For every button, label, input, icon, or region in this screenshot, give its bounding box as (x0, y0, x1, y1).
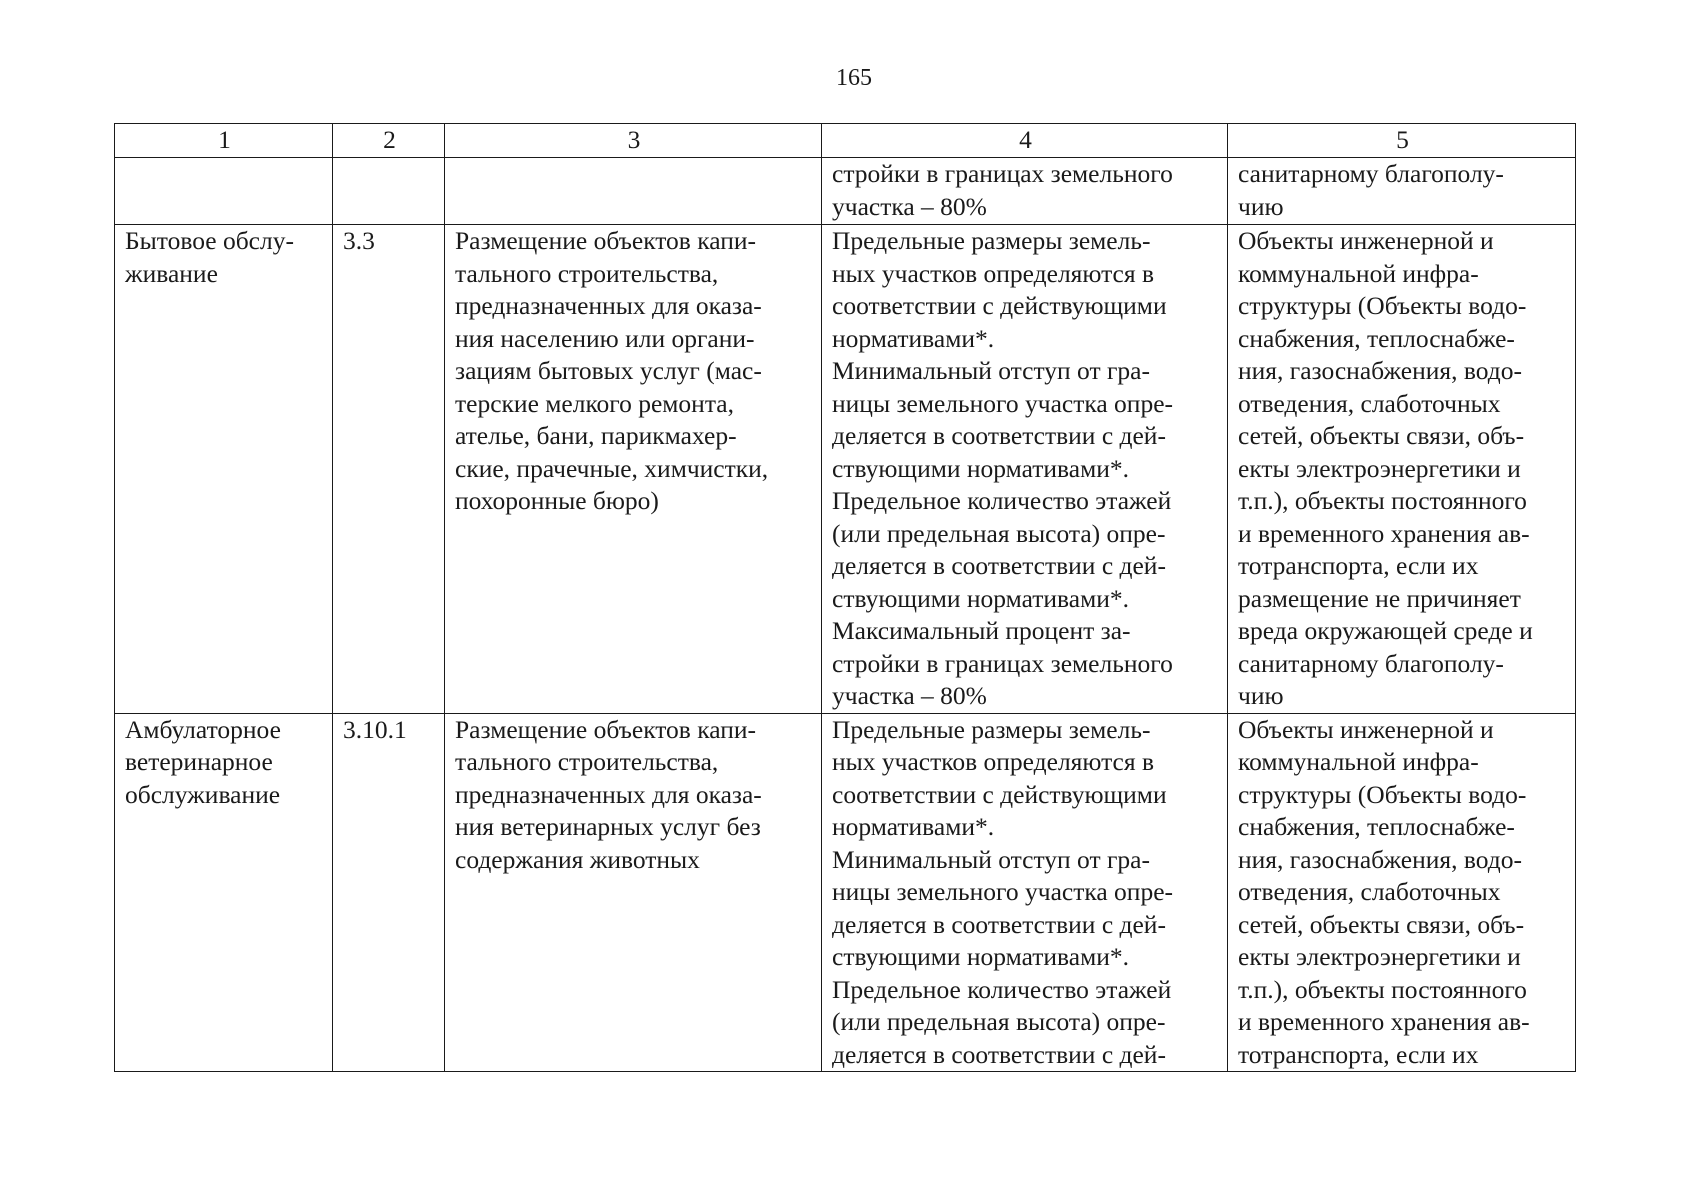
use-name-cell (115, 158, 333, 225)
header-cell-2: 2 (333, 124, 445, 158)
page-number: 165 (836, 65, 872, 91)
use-code-cell: 3.3 (333, 225, 445, 714)
header-cell-1: 1 (115, 124, 333, 158)
use-description-cell: Размещение объектов капи- тального строительства, предназначенных для оказа- ния ветеринарных услуг без содержания животных (445, 713, 822, 1072)
use-description-cell: Размещение объектов капи- тального строительства, предназначенных для оказа- ния населению или органи- зациям бытовых услуг (мас- терские мелкого ремонта, ателье, бани, парикмахер- ские, прачечные, химчистки, похоронные бюро) (445, 225, 822, 714)
use-name-cell: Бытовое обслу- живание (115, 225, 333, 714)
use-name-cell: Амбулаторное ветеринарное обслуживание (115, 713, 333, 1072)
table-row (115, 225, 1576, 714)
use-description-cell (445, 158, 822, 225)
parameters-cell: Предельные размеры земель- ных участков определяются в соответствии с действующими нормативами*. Минимальный отступ от гра- ницы земельного участка опре- деляется в соответствии с дей- ствующими нормативами*. Предельное количество этажей (или предельная высота) опре- деляется в соответствии с дей- ствующими нормативами*. Максимальный процент за- стройки в границах земельного участка – 80% (822, 225, 1228, 714)
header-cell-4: 4 (822, 124, 1228, 158)
auxiliary-uses-cell: санитарному благополу- чию (1228, 158, 1576, 225)
auxiliary-uses-cell: Объекты инженерной и коммунальной инфра- структуры (Объекты водо- снабжения, теплоснабже- ния, газоснабжения, водо- отведения, слаботочных сетей, объекты связи, объ- екты электроэнергетики и т.п.), объекты постоянного и временного хранения ав- тотранспорта, если их (1228, 713, 1576, 1072)
land-use-table (114, 123, 1576, 1072)
header-cell-3: 3 (445, 124, 822, 158)
table-row (115, 713, 1576, 1072)
use-code-cell (333, 158, 445, 225)
auxiliary-uses-cell: Объекты инженерной и коммунальной инфра- структуры (Объекты водо- снабжения, теплоснабже- ния, газоснабжения, водо- отведения, слаботочных сетей, объекты связи, объ- екты электроэнергетики и т.п.), объекты постоянного и временного хранения ав- тотранспорта, если их размещение не причиняет вреда окружающей среде и санитарному благополу- чию (1228, 225, 1576, 714)
parameters-cell: стройки в границах земельного участка – 80% (822, 158, 1228, 225)
table-header-row (115, 124, 1576, 158)
table-row (115, 158, 1576, 225)
header-cell-5: 5 (1228, 124, 1576, 158)
use-code-cell: 3.10.1 (333, 713, 445, 1072)
parameters-cell: Предельные размеры земель- ных участков определяются в соответствии с действующими нормативами*. Минимальный отступ от гра- ницы земельного участка опре- деляется в соответствии с дей- ствующими нормативами*. Предельное количество этажей (или предельная высота) опре- деляется в соответствии с дей- (822, 713, 1228, 1072)
